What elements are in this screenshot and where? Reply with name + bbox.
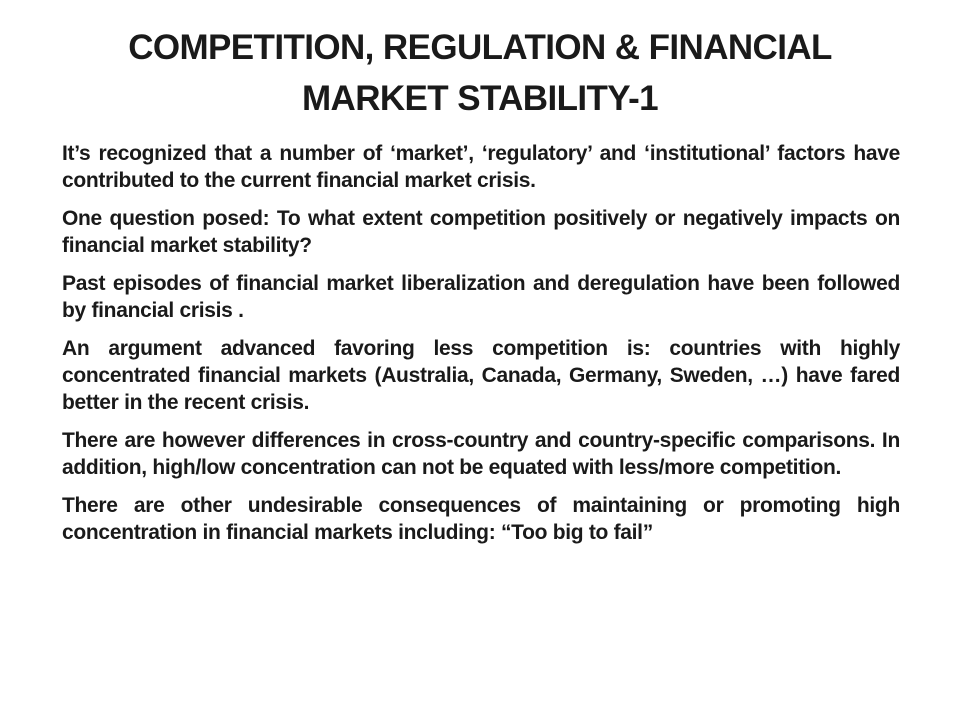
paragraph-argument: An argument advanced favoring less competition is: countries with highly concentrated financial markets (Australia, Canada, Germany, Sweden, …) have fared better in the recent crisis.	[62, 337, 900, 414]
paragraph-past-episodes: Past episodes of financial market liberalization and deregulation have been followed by financial crisis .	[62, 272, 900, 322]
paragraph-factors: It’s recognized that a number of ‘market’, ‘regulatory’ and ‘institutional’ factors have contributed to the current financial market crisis.	[62, 142, 900, 192]
paragraph-question: One question posed: To what extent competition positively or negatively impacts on financial market stability?	[62, 207, 900, 257]
paragraph-differences: There are however differences in cross-country and country-specific comparisons. In addition, high/low concentration can not be equated with less/more competition.	[62, 429, 900, 479]
slide-title-line-1: COMPETITION, REGULATION & FINANCIAL	[128, 28, 832, 67]
paragraph-consequences: There are other undesirable consequences of maintaining or promoting high concentration in financial markets including: “Too big to fail”	[62, 494, 900, 544]
slide-body	[62, 140, 900, 557]
slide-title-line-2: MARKET STABILITY-1	[301, 79, 659, 118]
slide-title	[60, 22, 900, 124]
